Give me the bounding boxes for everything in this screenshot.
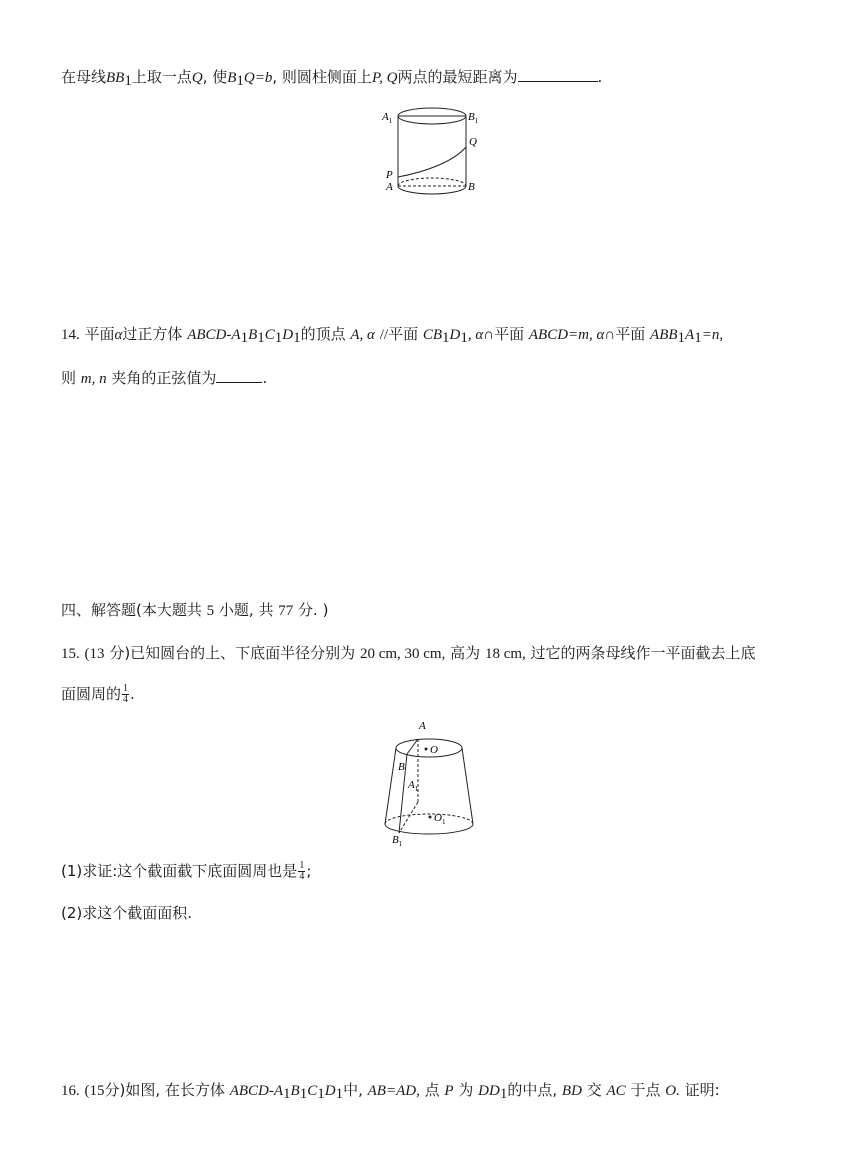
label-o1: $O_1$: [434, 812, 446, 826]
shortest-path-curve: [398, 147, 466, 177]
center-o1: [429, 816, 432, 819]
label-a1: $A_1$: [408, 779, 419, 793]
fraction-one-quarter: $\frac{1}{4}$: [123, 683, 129, 705]
label-a: A: [386, 181, 393, 193]
q15-line2: 面圆周的 $\frac{1}{4}$ .: [61, 683, 135, 705]
label-a1: $A_1$: [382, 111, 393, 125]
answer-blank[interactable]: [518, 66, 598, 82]
answer-blank[interactable]: [216, 367, 262, 383]
cylinder-figure: [375, 100, 495, 205]
bottom-ellipse-front: [385, 824, 473, 834]
q15-part1: (1)求证:这个截面截下底面圆周也是 $\frac{1}{4}$ ;: [61, 860, 312, 882]
side-left: [385, 748, 396, 824]
label-b1: $B_1$: [392, 834, 403, 848]
q14-line2: 则 m, n 夹角的正弦值为 .: [61, 369, 268, 387]
q14-line1: 14. 平面α过正方体 ABCD-$A_1B_1C_1D_1$的顶点 A, α //平面 $CB_1D_1$, α∩平面 ABCD=m, α∩平面 $ABB_1A_1=n$,: [61, 325, 724, 346]
q13-text: 在母线$BB_1$上取一点Q, 使$B_1Q=b$, 则圆柱侧面上P, Q两点的最短距离为 .: [61, 68, 603, 89]
side-right: [462, 748, 473, 824]
label-o: O: [430, 744, 438, 756]
fraction-one-quarter: $\frac{1}{4}$: [299, 860, 305, 882]
label-q: Q: [469, 136, 477, 148]
q15-part2: (2)求这个截面面积.: [61, 904, 193, 922]
q16-text: 16. (15分)如图, 在长方体 ABCD-$A_1B_1C_1D_1$中, AB=AD, 点 P 为 $DD_1$的中点, BD 交 AC 于点 O. 证明:: [61, 1081, 720, 1102]
bottom-ellipse-back: [385, 814, 473, 824]
label-b: B: [398, 761, 405, 773]
top-ellipse: [396, 739, 462, 757]
label-b: B: [468, 181, 475, 193]
section-heading: 四、解答题(本大题共 5 小题, 共 77 分. ): [61, 601, 329, 619]
bottom-ellipse-front: [398, 186, 466, 194]
label-b1: $B_1$: [468, 111, 479, 125]
q15-line1: 15. (13 分)已知圆台的上、下底面半径分别为 20 cm, 30 cm, 高为 18 cm, 过它的两条母线作一平面截去上底: [61, 644, 756, 662]
label-a: A: [419, 720, 426, 732]
label-p: P: [386, 169, 393, 181]
bottom-ellipse-back: [398, 178, 466, 186]
center-o: [425, 748, 428, 751]
frustum-figure: [378, 716, 488, 848]
